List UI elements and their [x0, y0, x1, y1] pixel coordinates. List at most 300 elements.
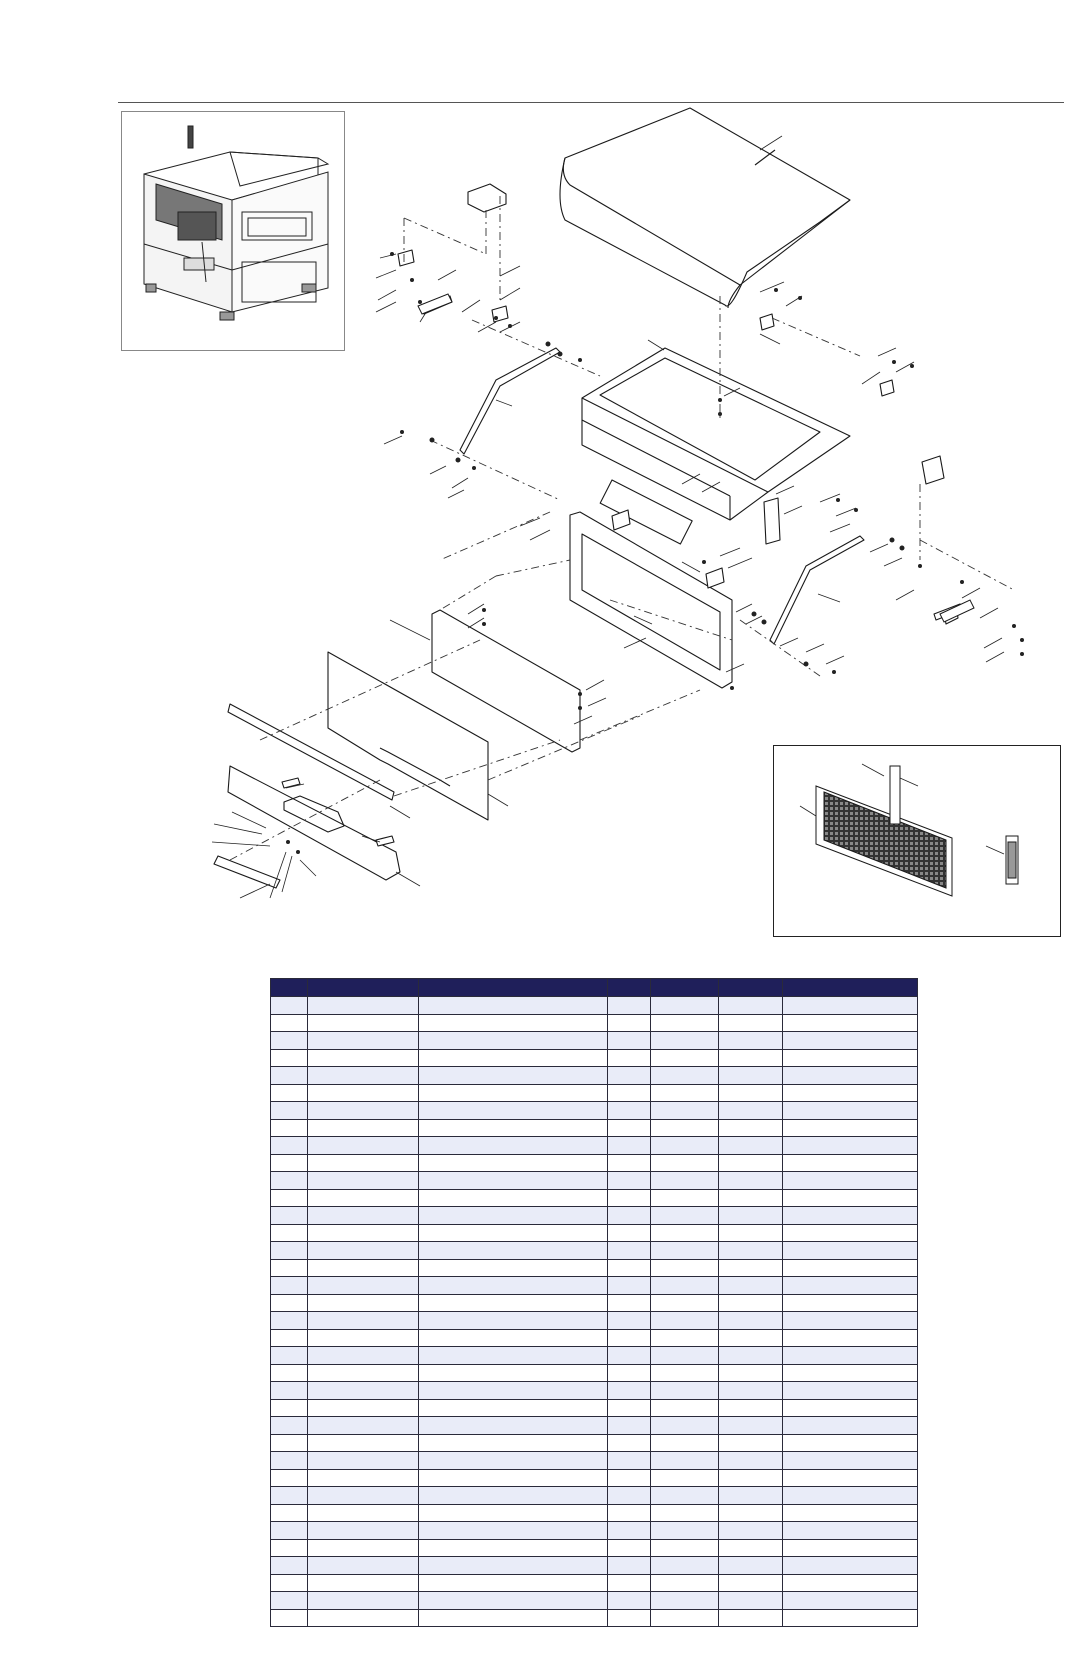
table-header-cell [783, 979, 918, 997]
table-cell [419, 1452, 608, 1470]
table-cell [308, 1469, 419, 1487]
table-cell [271, 1189, 308, 1207]
table-cell [308, 1557, 419, 1575]
table-cell [719, 1294, 783, 1312]
table-cell [651, 1574, 719, 1592]
table-cell [419, 1592, 608, 1610]
table-cell [783, 1312, 918, 1330]
table-header-cell [419, 979, 608, 997]
table-cell [271, 1294, 308, 1312]
table-cell [719, 1014, 783, 1032]
table-cell [608, 1382, 651, 1400]
table-cell [608, 1364, 651, 1382]
table-row [271, 1014, 918, 1032]
table-cell [719, 1154, 783, 1172]
table-row [271, 1487, 918, 1505]
table-cell [271, 1032, 308, 1050]
table-cell [608, 1399, 651, 1417]
table-cell [783, 1032, 918, 1050]
table-cell [608, 1224, 651, 1242]
table-cell [308, 1539, 419, 1557]
table-cell [783, 1609, 918, 1627]
table-cell [419, 1294, 608, 1312]
table-cell [651, 1172, 719, 1190]
table-cell [271, 1119, 308, 1137]
table-row [271, 1259, 918, 1277]
table-cell [608, 997, 651, 1015]
table-row [271, 1277, 918, 1295]
table-cell [783, 1469, 918, 1487]
table-cell [608, 1469, 651, 1487]
table-cell [271, 1557, 308, 1575]
table-cell [651, 1609, 719, 1627]
table-cell [719, 1452, 783, 1470]
table-cell [783, 1102, 918, 1120]
table-cell [608, 1574, 651, 1592]
table-header-cell [308, 979, 419, 997]
table-cell [419, 1312, 608, 1330]
table-cell [419, 1609, 608, 1627]
table-cell [719, 1522, 783, 1540]
table-row [271, 1032, 918, 1050]
table-cell [308, 1347, 419, 1365]
table-cell [719, 1487, 783, 1505]
table-cell [719, 1049, 783, 1067]
table-cell [651, 1417, 719, 1435]
table-cell [271, 1382, 308, 1400]
table-cell [271, 1452, 308, 1470]
table-cell [308, 1137, 419, 1155]
table-header-cell [608, 979, 651, 997]
table-cell [783, 1347, 918, 1365]
table-cell [608, 1347, 651, 1365]
table-cell [419, 1119, 608, 1137]
table-cell [419, 1364, 608, 1382]
table-cell [419, 1574, 608, 1592]
table-cell [608, 1557, 651, 1575]
table-cell [419, 1259, 608, 1277]
table-cell [419, 1224, 608, 1242]
table-cell [651, 1102, 719, 1120]
table-cell [271, 1242, 308, 1260]
table-cell [719, 1469, 783, 1487]
table-cell [608, 1137, 651, 1155]
table-row [271, 1574, 918, 1592]
table-cell [783, 1189, 918, 1207]
table-cell [651, 1259, 719, 1277]
table-cell [308, 1417, 419, 1435]
table-cell [783, 1224, 918, 1242]
table-cell [419, 1277, 608, 1295]
table-cell [308, 1504, 419, 1522]
table-cell [271, 1154, 308, 1172]
table-cell [719, 1364, 783, 1382]
table-cell [783, 1434, 918, 1452]
table-cell [651, 1382, 719, 1400]
table-cell [271, 1172, 308, 1190]
table-cell [719, 1399, 783, 1417]
table-cell [719, 1119, 783, 1137]
table-cell [783, 1084, 918, 1102]
table-cell [271, 1399, 308, 1417]
table-cell [308, 1312, 419, 1330]
table-cell [651, 1434, 719, 1452]
table-cell [719, 1504, 783, 1522]
table-cell [783, 1259, 918, 1277]
table-cell [783, 1329, 918, 1347]
table-cell [651, 1347, 719, 1365]
table-cell [608, 1084, 651, 1102]
table-cell [308, 1067, 419, 1085]
table-cell [719, 1032, 783, 1050]
table-row [271, 1102, 918, 1120]
table-row [271, 1084, 918, 1102]
table-row [271, 997, 918, 1015]
table-header-row [271, 979, 918, 997]
table-row [271, 1312, 918, 1330]
table-row [271, 1154, 918, 1172]
table-cell [271, 1329, 308, 1347]
table-cell [271, 1084, 308, 1102]
table-row [271, 1504, 918, 1522]
table-cell [419, 1347, 608, 1365]
table-cell [719, 1172, 783, 1190]
table-cell [783, 1539, 918, 1557]
table-row [271, 1049, 918, 1067]
table-cell [608, 1592, 651, 1610]
table-cell [651, 1312, 719, 1330]
table-row [271, 1224, 918, 1242]
table-row [271, 1119, 918, 1137]
table-cell [608, 1154, 651, 1172]
table-cell [719, 1242, 783, 1260]
table-cell [783, 1487, 918, 1505]
table-cell [308, 1207, 419, 1225]
table-cell [719, 1207, 783, 1225]
table-cell [651, 1399, 719, 1417]
table-cell [608, 1032, 651, 1050]
table-row [271, 1189, 918, 1207]
table-cell [608, 1487, 651, 1505]
table-cell [783, 1172, 918, 1190]
table-row [271, 1557, 918, 1575]
table-cell [651, 1487, 719, 1505]
table-cell [651, 1049, 719, 1067]
table-header-cell [651, 979, 719, 997]
table-cell [651, 1119, 719, 1137]
table-cell [419, 1102, 608, 1120]
table-cell [419, 1504, 608, 1522]
table-cell [608, 1329, 651, 1347]
table-cell [783, 1154, 918, 1172]
table-cell [271, 1592, 308, 1610]
table-cell [308, 1382, 419, 1400]
table-cell [271, 1102, 308, 1120]
table-cell [271, 1014, 308, 1032]
table-cell [271, 1364, 308, 1382]
table-cell [783, 1417, 918, 1435]
table-cell [783, 1137, 918, 1155]
table-cell [719, 1259, 783, 1277]
table-cell [651, 1469, 719, 1487]
table-cell [271, 1574, 308, 1592]
table-cell [308, 1609, 419, 1627]
table-cell [308, 1522, 419, 1540]
table-cell [271, 1347, 308, 1365]
table-cell [719, 1067, 783, 1085]
table-cell [719, 1102, 783, 1120]
table-cell [308, 1224, 419, 1242]
table-cell [783, 1399, 918, 1417]
table-row [271, 1469, 918, 1487]
table-cell [651, 1154, 719, 1172]
table-cell [419, 1487, 608, 1505]
table-cell [271, 1067, 308, 1085]
table-cell [783, 1382, 918, 1400]
table-cell [308, 1277, 419, 1295]
table-cell [419, 1032, 608, 1050]
table-cell [719, 1277, 783, 1295]
table-cell [783, 1067, 918, 1085]
table-cell [608, 1312, 651, 1330]
table-cell [308, 1049, 419, 1067]
table-cell [419, 1539, 608, 1557]
table-row [271, 1364, 918, 1382]
table-cell [308, 1452, 419, 1470]
table-cell [783, 1049, 918, 1067]
table-cell [308, 1487, 419, 1505]
table-cell [719, 1084, 783, 1102]
table-cell [419, 1154, 608, 1172]
table-cell [419, 1084, 608, 1102]
table-cell [783, 1574, 918, 1592]
table-cell [271, 997, 308, 1015]
table-cell [308, 1102, 419, 1120]
table-cell [783, 1557, 918, 1575]
table-cell [308, 1154, 419, 1172]
table-cell [651, 1592, 719, 1610]
table-cell [308, 1574, 419, 1592]
table-cell [651, 1032, 719, 1050]
table-cell [608, 1294, 651, 1312]
table-cell [651, 1557, 719, 1575]
table-cell [719, 1189, 783, 1207]
table-cell [719, 1224, 783, 1242]
filter-detail-inset [773, 745, 1061, 937]
table-cell [608, 1259, 651, 1277]
table-row [271, 1172, 918, 1190]
table-cell [271, 1259, 308, 1277]
table-header-cell [719, 979, 783, 997]
table-cell [419, 1399, 608, 1417]
table-cell [419, 1207, 608, 1225]
table-cell [651, 1504, 719, 1522]
table-cell [308, 1329, 419, 1347]
table-cell [271, 1207, 308, 1225]
table-row [271, 1417, 918, 1435]
table-cell [419, 1522, 608, 1540]
table-cell [271, 1277, 308, 1295]
table-cell [308, 1294, 419, 1312]
table-cell [271, 1434, 308, 1452]
table-cell [719, 1382, 783, 1400]
table-row [271, 1399, 918, 1417]
table-cell [719, 1312, 783, 1330]
table-cell [308, 1259, 419, 1277]
table-cell [419, 1434, 608, 1452]
table-row [271, 1294, 918, 1312]
table-row [271, 1347, 918, 1365]
table-cell [419, 1189, 608, 1207]
table-cell [271, 1469, 308, 1487]
table-cell [608, 1277, 651, 1295]
table-cell [419, 1329, 608, 1347]
table-cell [271, 1049, 308, 1067]
table-cell [271, 1609, 308, 1627]
table-cell [719, 1557, 783, 1575]
table-cell [608, 1207, 651, 1225]
table-cell [783, 1364, 918, 1382]
table-cell [783, 1119, 918, 1137]
table-cell [783, 1452, 918, 1470]
table-cell [271, 1312, 308, 1330]
table-cell [651, 1067, 719, 1085]
table-cell [308, 1119, 419, 1137]
table-cell [651, 1242, 719, 1260]
table-row [271, 1609, 918, 1627]
filter-detail-drawing [774, 746, 1060, 936]
table-cell [271, 1504, 308, 1522]
table-cell [719, 1434, 783, 1452]
table-cell [651, 1452, 719, 1470]
table-cell [719, 1539, 783, 1557]
table-cell [271, 1522, 308, 1540]
table-row [271, 1207, 918, 1225]
table-cell [783, 1014, 918, 1032]
table-cell [608, 1189, 651, 1207]
table-cell [308, 997, 419, 1015]
table-cell [783, 1522, 918, 1540]
table-cell [783, 997, 918, 1015]
table-cell [271, 1137, 308, 1155]
table-cell [651, 1207, 719, 1225]
table-cell [719, 1592, 783, 1610]
table-cell [608, 1067, 651, 1085]
table-cell [608, 1452, 651, 1470]
table-cell [419, 1067, 608, 1085]
table-cell [651, 1364, 719, 1382]
table-row [271, 1329, 918, 1347]
table-cell [608, 1539, 651, 1557]
table-cell [271, 1224, 308, 1242]
table-cell [651, 1189, 719, 1207]
table-cell [783, 1504, 918, 1522]
table-cell [651, 1137, 719, 1155]
table-cell [271, 1487, 308, 1505]
table-cell [419, 1382, 608, 1400]
table-cell [651, 1539, 719, 1557]
table-cell [271, 1417, 308, 1435]
table-cell [419, 997, 608, 1015]
table-cell [308, 1084, 419, 1102]
table-cell [608, 1119, 651, 1137]
parts-list-table [270, 978, 918, 1627]
table-cell [719, 1574, 783, 1592]
table-cell [608, 1609, 651, 1627]
table-cell [419, 1137, 608, 1155]
table-row [271, 1539, 918, 1557]
table-cell [308, 1172, 419, 1190]
table-row [271, 1242, 918, 1260]
table-cell [419, 1172, 608, 1190]
table-cell [783, 1592, 918, 1610]
table-cell [651, 1329, 719, 1347]
table-cell [608, 1172, 651, 1190]
table-row [271, 1067, 918, 1085]
table-cell [608, 1242, 651, 1260]
table-cell [651, 1014, 719, 1032]
table-cell [308, 1399, 419, 1417]
table-cell [608, 1014, 651, 1032]
table-cell [608, 1504, 651, 1522]
table-row [271, 1452, 918, 1470]
table-cell [608, 1434, 651, 1452]
table-cell [271, 1539, 308, 1557]
table-cell [419, 1242, 608, 1260]
table-cell [308, 1434, 419, 1452]
table-cell [308, 1032, 419, 1050]
table-cell [651, 1277, 719, 1295]
table-cell [651, 997, 719, 1015]
table-cell [719, 1137, 783, 1155]
table-cell [608, 1102, 651, 1120]
table-row [271, 1382, 918, 1400]
table-body [271, 997, 918, 1627]
table-cell [651, 1084, 719, 1102]
table-row [271, 1137, 918, 1155]
table-cell [419, 1417, 608, 1435]
table-cell [719, 1609, 783, 1627]
table-row [271, 1592, 918, 1610]
table-cell [308, 1364, 419, 1382]
table-row [271, 1522, 918, 1540]
table-cell [651, 1294, 719, 1312]
table-cell [719, 1329, 783, 1347]
table-cell [608, 1522, 651, 1540]
table-cell [419, 1469, 608, 1487]
table-cell [783, 1294, 918, 1312]
table-cell [783, 1242, 918, 1260]
table-cell [608, 1049, 651, 1067]
table-cell [308, 1014, 419, 1032]
table-cell [308, 1242, 419, 1260]
table-cell [651, 1224, 719, 1242]
table-cell [308, 1592, 419, 1610]
table-cell [651, 1522, 719, 1540]
table-header-cell [271, 979, 308, 997]
table-cell [419, 1014, 608, 1032]
table-cell [419, 1557, 608, 1575]
table-cell [308, 1189, 419, 1207]
table-cell [783, 1277, 918, 1295]
table-cell [719, 1417, 783, 1435]
table-cell [719, 1347, 783, 1365]
table-row [271, 1434, 918, 1452]
table-cell [419, 1049, 608, 1067]
table-cell [783, 1207, 918, 1225]
table-cell [719, 997, 783, 1015]
table-cell [608, 1417, 651, 1435]
